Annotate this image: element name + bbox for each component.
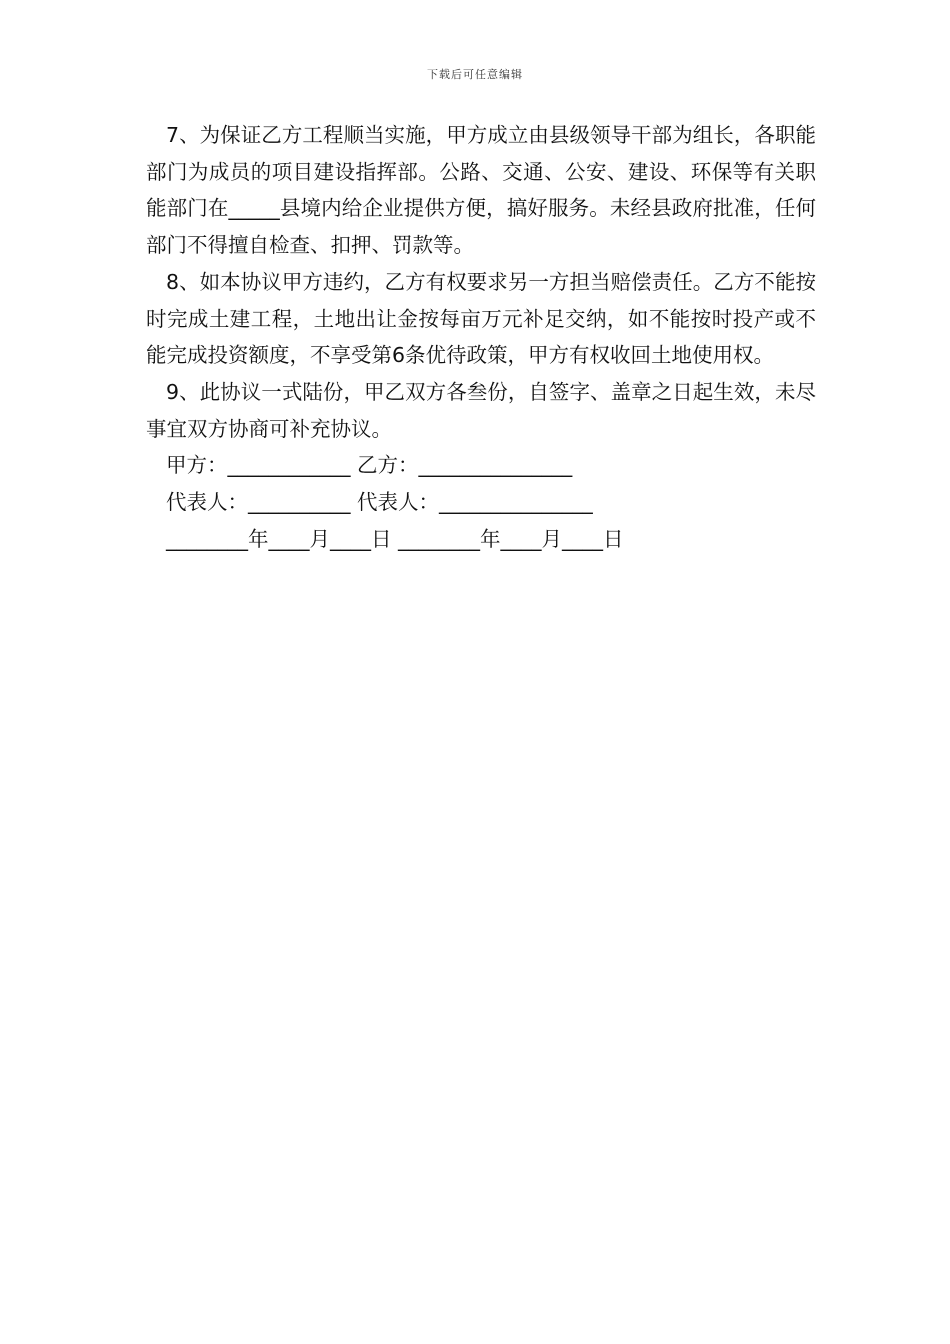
representative-signature-line: 代表人：__________ 代表人：_______________ — [166, 490, 593, 515]
page-header-note: 下载后可任意编辑 — [427, 68, 523, 81]
date-line: ________年____月____日 ________年____月____日 — [166, 526, 624, 551]
clause-9: 9、此协议一式陆份，甲乙双方各叁份，自签字、盖章之日起生效，未尽事宜双方协商可补充协议。 — [146, 379, 816, 441]
clause-8: 8、如本协议甲方违约，乙方有权要求另一方担当赔偿责任。乙方不能按时完成土建工程，土地出让金按每亩万元补足交纳，如不能按时投产或不能完成投资额度，不享受第6条优待政策，甲方有权收回土地使用权。 — [146, 269, 816, 368]
clause-7: 7、为保证乙方工程顺当实施，甲方成立由县级领导干部为组长，各职能部门为成员的项目建设指挥部。公路、交通、公安、建设、环保等有关职能部门在_____县境内给企业提供方便，搞好服务。未经县政府批准，任何部门不得擅自检查、扣押、罚款等。 — [146, 123, 816, 258]
agreement-body — [146, 117, 816, 557]
party-signature-line: 甲方：____________ 乙方：_______________ — [166, 453, 573, 478]
